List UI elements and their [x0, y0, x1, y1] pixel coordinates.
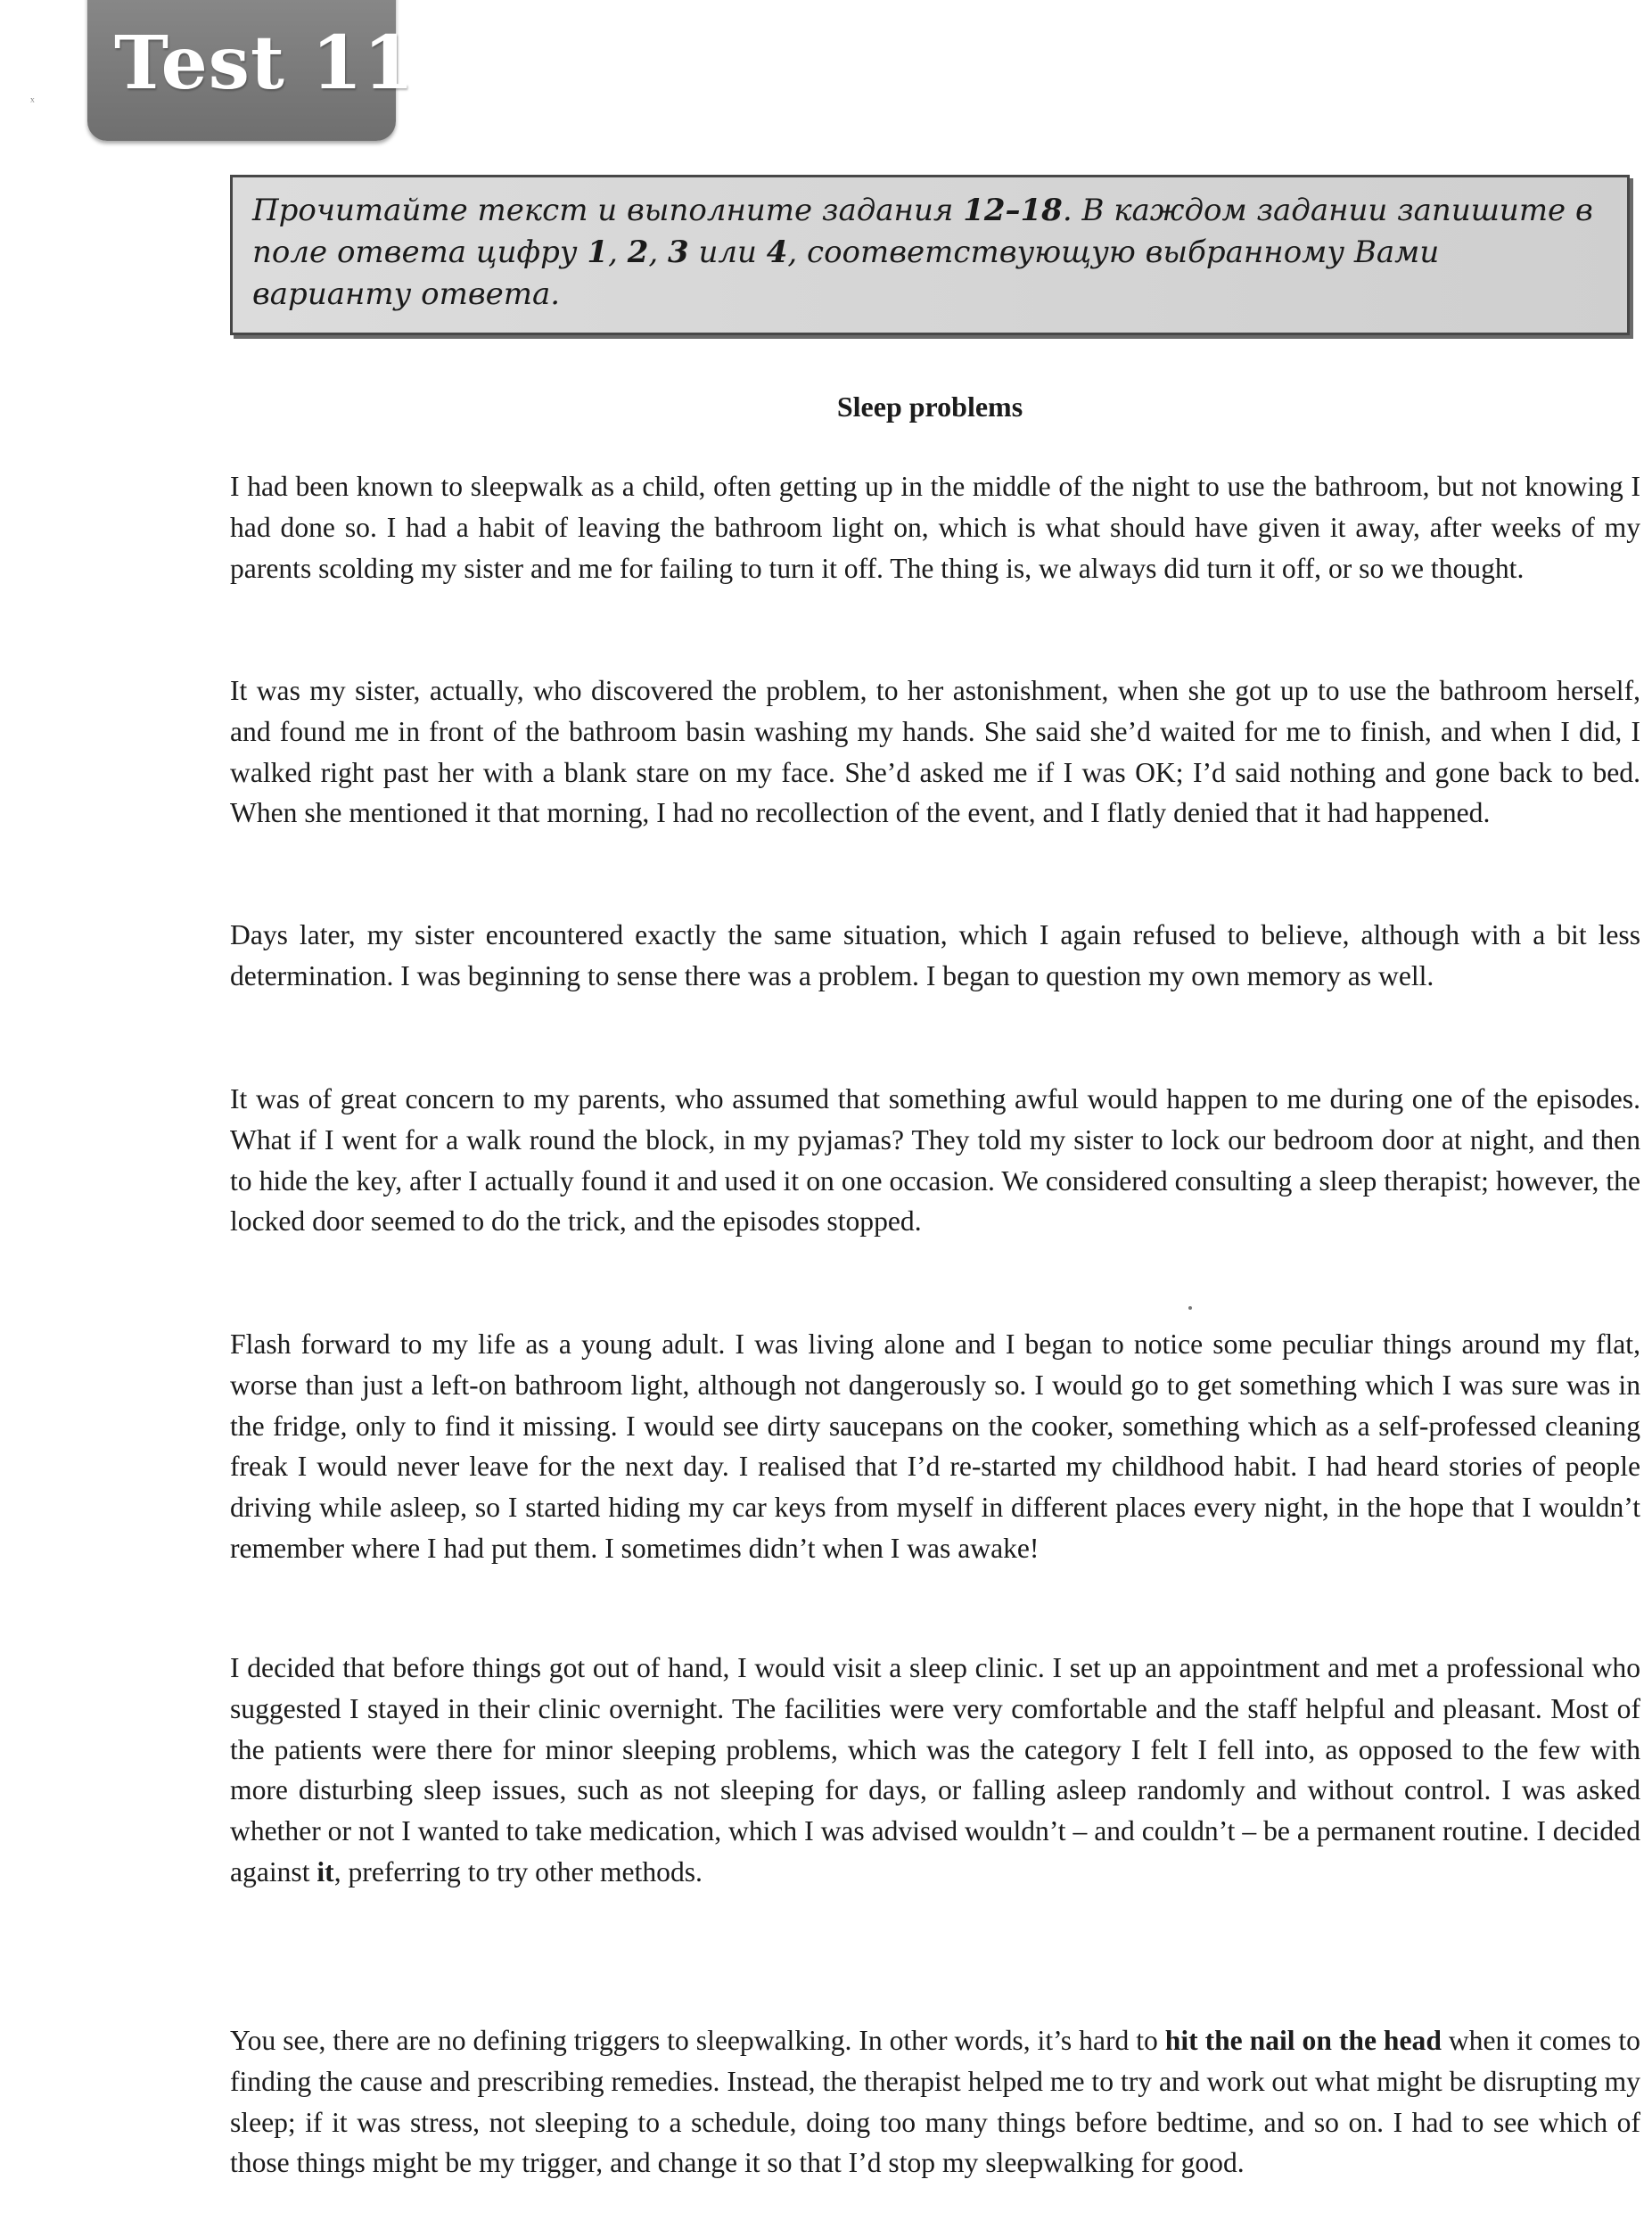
scan-speck	[1188, 1306, 1192, 1310]
test-title: Test 11	[114, 21, 415, 106]
instruction-task-range: 12–18	[963, 193, 1063, 228]
instruction-digit: 2	[627, 234, 649, 270]
paragraph-text: , preferring to try other methods.	[333, 1855, 703, 1887]
article-title: Sleep problems	[836, 391, 1023, 423]
article-paragraph-5: Flash forward to my life as a young adult. I was living alone and I began to notice some peculiar things around my flat, worse than just a left-on bathroom light, although not dangerously so. I would go to get something which I was sure was in the fridge, only to find it missing. I would see dirty saucepans on the cooker, something which as a self-professed cleaning freak I would never leave for the next day. I realised that I’d re-started my childhood habit. I had heard stories of people driving while asleep, so I started hiding my car keys from myself in different places every night, in the hope that I wouldn’t remember where I had put them. I sometimes didn’t when I was awake!	[230, 1328, 1640, 1564]
highlighted-phrase: hit the nail on the head	[1164, 2025, 1442, 2056]
instruction-text	[252, 190, 1607, 316]
paragraph-text: I decided that before things got out of hand, I would visit a sleep clinic. I set up an appointment and met a professional who suggested I stayed in their clinic overnight. The facilities were very comfortable and the staff helpful and pleasant. Most of the patients were there for minor sleeping problems, which was the category I felt I fell into, as opposed to the few with more disturbing sleep issues, such as not sleeping for days, or falling asleep randomly and without control. I was asked whether or not I wanted to take medication, which I was advised wouldn’t – and couldn’t – be a permanent routine. I decided against	[230, 1652, 1640, 1887]
article-paragraph-2: It was my sister, actually, who discovered the problem, to her astonishment, when she got up to use the bathroom herself, and found me in front of the bathroom basin washing my hands. She said she’d waited for me to finish, and when I did, I walked right past her with a blank stare on my face. She’d asked me if I was OK; I’d said nothing and gone back to bed. When she mentioned it that morning, I had no recollection of the event, and I flatly denied that it had happened.	[230, 675, 1640, 829]
article-paragraph-4: It was of great concern to my parents, who assumed that something awful would happen to me during one of the episodes. What if I went for a walk round the block, in my pyjamas? They told my sister to lock our bedroom door at night, and then to hide the key, after I actually found it and used it on one occasion. We considered consulting a sleep therapist; however, the locked door seemed to do the trick, and the episodes stopped.	[230, 1083, 1640, 1238]
margin-mark: ˣ	[30, 95, 35, 110]
instruction-part: , соответствующую выбранному Вами варианту ответа.	[252, 234, 1440, 312]
article-paragraph-7	[230, 2020, 1640, 2184]
article-paragraph-3: Days later, my sister encountered exactly the same situation, which I again refused to believe, although with a bit less determination. I was beginning to sense there was a problem. I began to question my own memory as well.	[230, 919, 1640, 991]
instruction-digit: 4	[766, 234, 788, 270]
instruction-part: или	[688, 234, 767, 270]
instruction-separator: ,	[608, 234, 628, 270]
highlighted-word-it: it	[316, 1855, 334, 1887]
instruction-box	[230, 175, 1630, 335]
paragraph-text: You see, there are no defining triggers to sleepwalking. In other words, it’s hard to	[230, 2025, 1165, 2056]
paragraph-text: when it comes to finding the cause and prescribing remedies. Instead, the therapist helped me to try and work out what might be disrupting my sleep; if it was stress, not sleeping to a schedule, doing too many things before bedtime, and so on. I had to see which of those things might be my trigger, and change it so that I’d stop my sleepwalking for good.	[230, 2025, 1640, 2179]
article-paragraph-1: I had been known to sleepwalk as a child, often getting up in the middle of the night to use the bathroom, but not knowing I had done so. I had a habit of leaving the bathroom light on, which is what should have given it away, after weeks of my parents scolding my sister and me for failing to turn it off. The thing is, we always did turn it off, or so we thought.	[230, 471, 1640, 584]
instruction-digit: 3	[668, 234, 689, 270]
instruction-digit: 1	[587, 234, 609, 270]
instruction-part: . В каждом задании запишите в поле ответа цифру	[252, 193, 1593, 270]
instruction-separator: ,	[648, 234, 669, 270]
article-paragraph-6	[230, 1648, 1640, 1893]
instruction-part: Прочитайте текст и выполните задания	[252, 193, 964, 228]
